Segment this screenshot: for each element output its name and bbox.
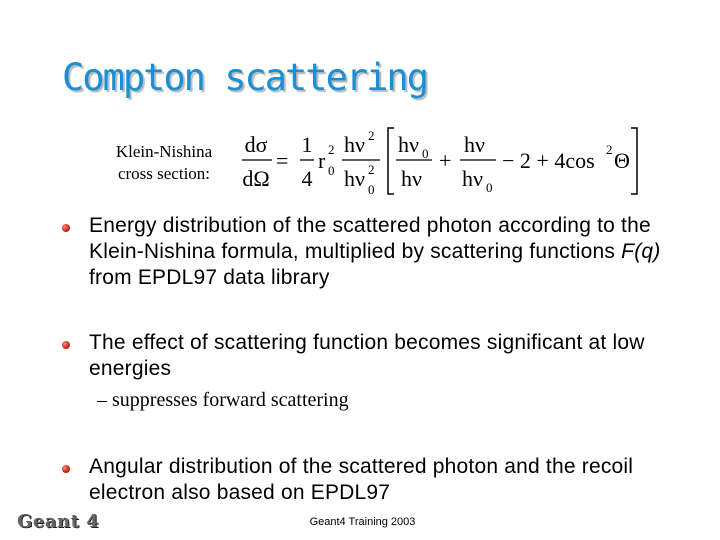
ratio-numerator-hv: hν xyxy=(344,132,365,157)
formula-label-line1: Klein-Nishina xyxy=(115,142,213,161)
ratio-denominator-exp: 2 xyxy=(368,162,375,177)
bullet-1-italic: F(q) xyxy=(621,240,661,263)
ratio-denominator-hv: hν xyxy=(344,166,365,191)
term1-denominator-hv: hν xyxy=(401,166,422,191)
geant4-logo: Geant 4 xyxy=(17,511,100,532)
term2-denominator-hv: hν xyxy=(462,166,483,191)
equals-sign: = xyxy=(276,148,289,173)
slide-title: Compton scattering xyxy=(62,56,427,99)
bullet-icon xyxy=(62,465,70,473)
theta-symbol: Θ xyxy=(614,148,630,173)
r0-subscript: 0 xyxy=(328,163,335,178)
plus-sign: + xyxy=(439,148,452,173)
formula-label xyxy=(98,141,230,185)
bullet-1-text xyxy=(89,213,679,291)
bullet-icon xyxy=(62,224,70,232)
bullet-1-text-pre: Energy distribution of the scattered photon according to the Klein-Nishina formula, multiplied by scattering functions xyxy=(89,214,651,263)
cos-term: − 2 + 4cos xyxy=(502,148,595,173)
ratio-numerator-exp: 2 xyxy=(368,128,375,143)
lhs-denominator: dΩ xyxy=(242,166,270,191)
bullet-2-subpoint: – suppresses forward scattering xyxy=(97,389,349,411)
bullet-icon xyxy=(62,341,70,349)
cos-exponent: 2 xyxy=(606,142,613,157)
bullet-1-text-post: from EPDL97 data library xyxy=(89,266,330,289)
bullet-3-text: Angular distribution of the scattered photon and the recoil electron also based on EPDL97 xyxy=(89,455,634,504)
r0-base: r xyxy=(318,148,326,173)
quarter-numerator: 1 xyxy=(301,132,313,157)
footer-text: Geant4 Training 2003 xyxy=(309,516,416,528)
lhs-numerator: dσ xyxy=(244,132,268,157)
bullet-2-text: The effect of scattering function becomes significant at low energies xyxy=(89,331,645,380)
right-bracket xyxy=(631,128,637,194)
left-bracket xyxy=(388,128,394,194)
r0-exponent: 2 xyxy=(328,142,335,157)
term1-numerator-hv: hν xyxy=(398,132,419,157)
ratio-denominator-sub: 0 xyxy=(368,182,375,197)
klein-nishina-formula xyxy=(238,124,643,200)
term1-numerator-sub: 0 xyxy=(422,146,429,161)
quarter-denominator: 4 xyxy=(301,166,313,191)
formula-label-line2: cross section: xyxy=(117,164,211,183)
term2-denominator-sub: 0 xyxy=(486,180,493,195)
term2-numerator-hv: hν xyxy=(464,132,485,157)
